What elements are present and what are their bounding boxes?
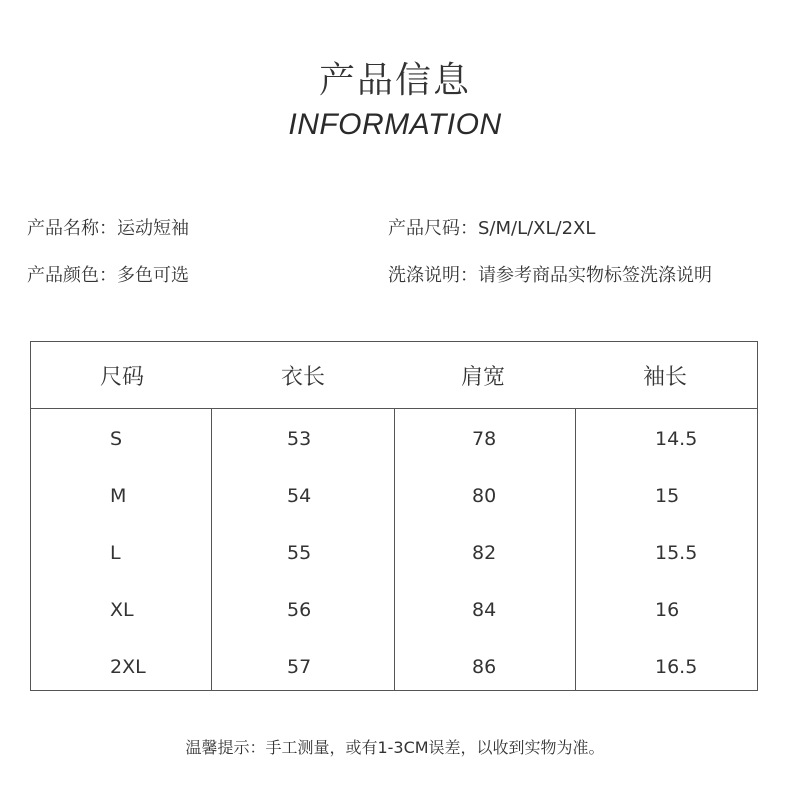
cell-sleeve: 15.5 <box>655 542 698 564</box>
cell-sleeve: 16 <box>655 599 680 621</box>
product-color-label: 产品颜色： <box>27 265 117 286</box>
size-table-header <box>31 342 757 409</box>
table-row <box>31 639 757 696</box>
header-shoulder: 肩宽 <box>460 365 505 390</box>
size-table <box>30 341 758 691</box>
measurement-note: 温馨提示：手工测量，或有1-3CM误差，以收到实物为准。 <box>185 738 605 757</box>
cell-size: L <box>110 542 121 564</box>
product-name-value: 运动短袖 <box>117 218 189 239</box>
product-color-info <box>27 261 189 287</box>
cell-length: 54 <box>287 485 312 507</box>
cell-size: M <box>110 485 127 507</box>
cell-length: 57 <box>287 656 312 678</box>
cell-shoulder: 82 <box>472 542 497 564</box>
header-length: 衣长 <box>280 365 325 390</box>
cell-shoulder: 78 <box>472 428 497 450</box>
wash-instructions-info <box>388 261 712 287</box>
cell-size: XL <box>110 599 134 621</box>
table-row <box>31 582 757 639</box>
page-title: 产品信息 <box>318 60 471 101</box>
cell-length: 53 <box>287 428 312 450</box>
table-row <box>31 525 757 582</box>
wash-instructions-value: 请参考商品实物标签洗涤说明 <box>478 265 712 286</box>
product-name-label: 产品名称： <box>27 218 117 239</box>
cell-sleeve: 16.5 <box>655 656 698 678</box>
cell-shoulder: 84 <box>472 599 497 621</box>
product-name-info <box>27 214 189 240</box>
size-table-body <box>31 409 757 690</box>
cell-length: 56 <box>287 599 312 621</box>
header-size: 尺码 <box>99 365 144 390</box>
wash-instructions-label: 洗涤说明： <box>388 265 478 286</box>
product-size-label: 产品尺码： <box>388 218 478 239</box>
table-row <box>31 468 757 525</box>
cell-sleeve: 15 <box>655 485 680 507</box>
cell-length: 55 <box>287 542 312 564</box>
cell-sleeve: 14.5 <box>655 428 698 450</box>
cell-size: S <box>110 428 123 450</box>
table-row <box>31 411 757 468</box>
cell-size: 2XL <box>110 656 146 678</box>
header-sleeve: 袖长 <box>642 365 687 390</box>
product-size-value: S/M/L/XL/2XL <box>478 218 596 239</box>
cell-shoulder: 86 <box>472 656 497 678</box>
cell-shoulder: 80 <box>472 485 497 507</box>
page-subtitle-en: INFORMATION <box>288 108 502 141</box>
product-color-value: 多色可选 <box>117 265 189 286</box>
product-size-info <box>388 214 595 240</box>
